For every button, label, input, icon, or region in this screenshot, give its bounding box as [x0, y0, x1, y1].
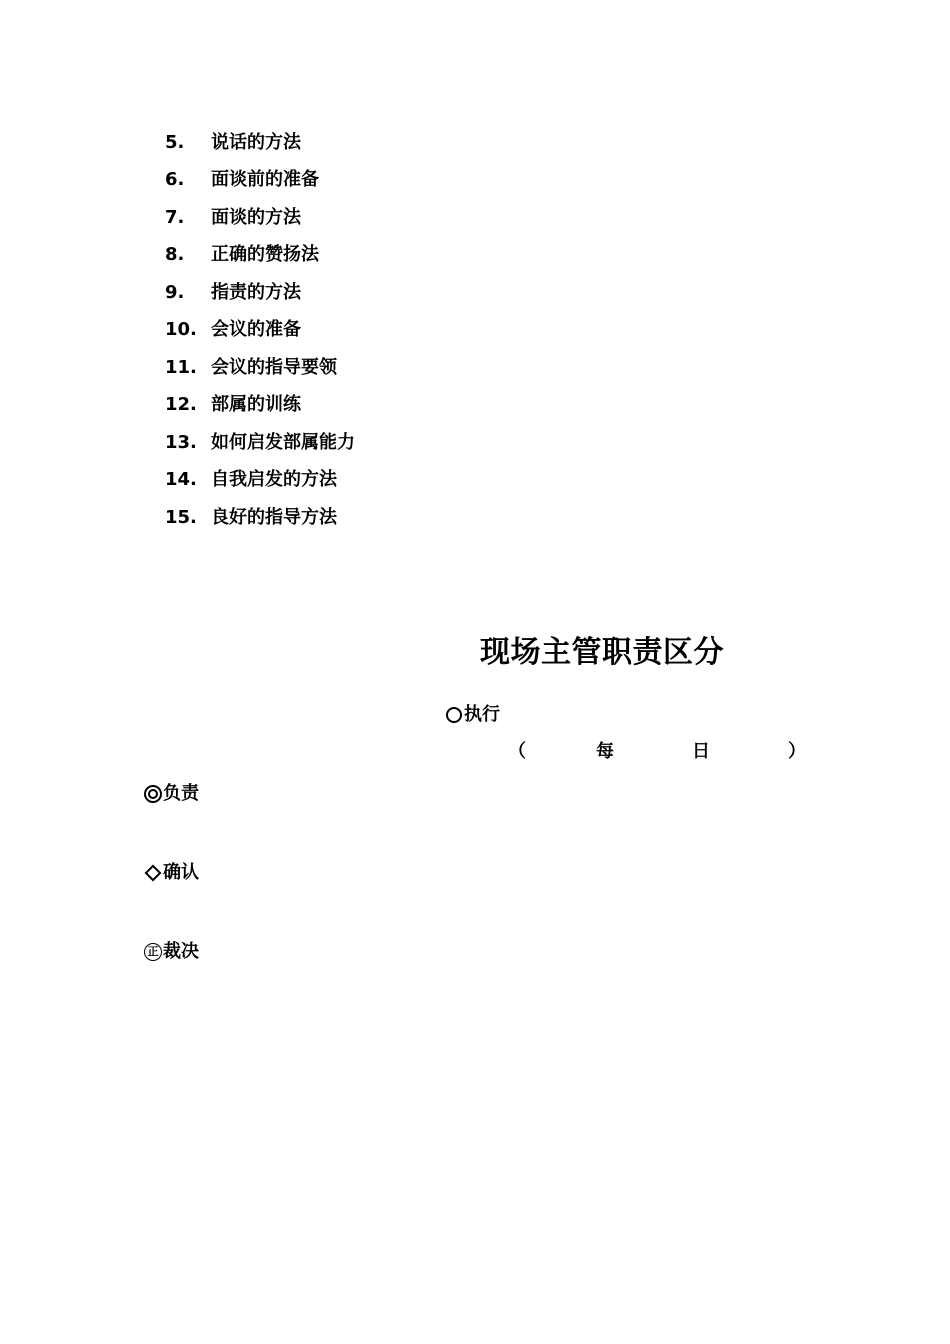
list-item — [165, 499, 565, 537]
list-item-number: 15. — [165, 506, 197, 528]
list-item-label: 自我启发的方法 — [211, 469, 337, 491]
list-item — [165, 237, 565, 275]
legend-decide — [144, 943, 199, 961]
legend-confirm-label: 确认 — [163, 862, 199, 883]
legend-confirm — [144, 864, 199, 882]
frequency-day: 日 — [692, 741, 710, 762]
legend-execute-label: 执行 — [464, 704, 500, 725]
list-item-number: 6. — [165, 169, 185, 191]
legend-responsible — [144, 785, 199, 803]
legend-execute — [446, 706, 500, 724]
list-item-label: 说话的方法 — [211, 131, 301, 153]
diamond-icon — [145, 865, 162, 882]
list-item-label: 指责的方法 — [211, 281, 301, 303]
list-item-label: 面谈前的准备 — [211, 169, 319, 191]
list-item-label: 面谈的方法 — [211, 206, 301, 228]
list-item — [165, 462, 565, 500]
list-item — [165, 274, 565, 312]
list-item — [165, 162, 565, 200]
list-item-number: 12. — [165, 394, 197, 416]
frequency-close-paren: ） — [788, 741, 806, 762]
list-item-number: 9. — [165, 281, 185, 303]
list-item — [165, 124, 565, 162]
section-title: 现场主管职责区分 — [480, 635, 724, 670]
list-item-label: 如何启发部属能力 — [211, 431, 355, 453]
table-of-contents — [165, 124, 565, 537]
frequency-open-paren: （ — [508, 741, 526, 762]
list-item — [165, 387, 565, 425]
list-item — [165, 312, 565, 350]
list-item-label: 部属的训练 — [211, 394, 301, 416]
legend-responsible-label: 负责 — [163, 783, 199, 804]
frequency-every: 每 — [596, 741, 614, 762]
list-item-label: 良好的指导方法 — [211, 506, 337, 528]
list-item-label: 会议的准备 — [211, 319, 301, 341]
list-item-number: 11. — [165, 356, 197, 378]
list-item-number: 7. — [165, 206, 185, 228]
list-item-label: 会议的指导要领 — [211, 356, 337, 378]
double-circle-icon — [144, 785, 162, 803]
list-item-number: 13. — [165, 431, 197, 453]
list-item-number: 8. — [165, 244, 185, 266]
list-item-label: 正确的赞扬法 — [211, 244, 319, 266]
list-item — [165, 199, 565, 237]
list-item — [165, 424, 565, 462]
list-item-number: 14. — [165, 469, 197, 491]
list-item-number: 10. — [165, 319, 197, 341]
circle-icon — [446, 707, 462, 723]
list-item-number: 5. — [165, 131, 185, 153]
list-item — [165, 349, 565, 387]
legend-decide-label: 裁决 — [163, 941, 199, 962]
seal-icon: 正 — [144, 943, 162, 961]
